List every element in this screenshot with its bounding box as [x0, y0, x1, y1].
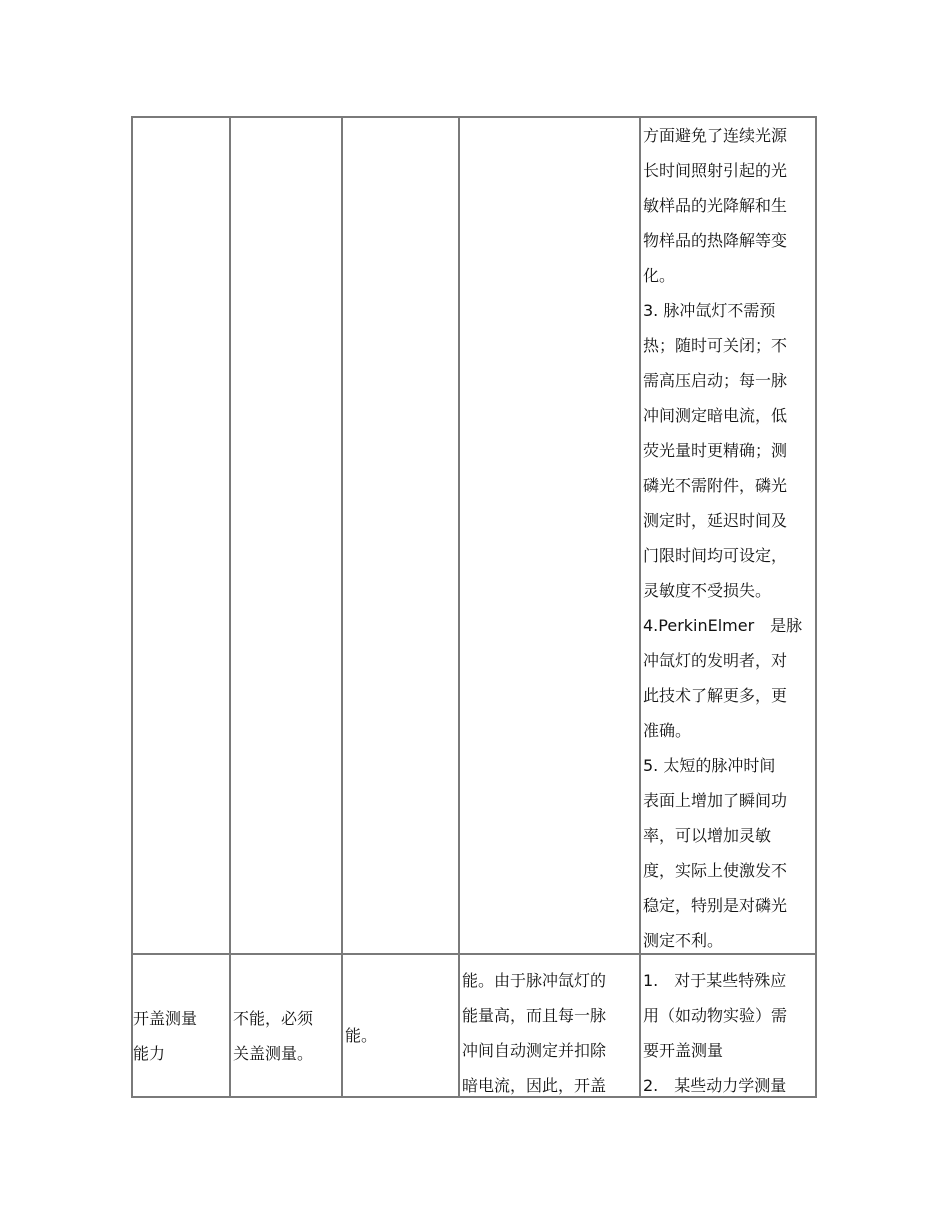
- cell-line: 稳定，特别是对磷光: [643, 896, 788, 915]
- cell-line: 开盖测量: [133, 1009, 198, 1028]
- cell-line: 测定时，延迟时间及: [643, 511, 788, 530]
- cell-line: 敏样品的光降解和生: [643, 196, 788, 215]
- table-cell-row2-col3: [345, 1018, 377, 1053]
- cell-line: 不能，必须: [233, 1009, 314, 1028]
- table-border-left: [131, 116, 133, 1098]
- cell-line: 冲间自动测定并扣除: [462, 1041, 607, 1060]
- cell-line: 表面上增加了瞬间功: [643, 791, 788, 810]
- cell-line: 4.PerkinElmer 是脉: [643, 616, 803, 635]
- comparison-table: [131, 116, 817, 1098]
- cell-line: 用（如动物实验）需: [643, 1006, 788, 1025]
- cell-line: 灵敏度不受损失。: [643, 581, 772, 600]
- cell-line: 2. 某些动力学测量: [643, 1076, 787, 1095]
- table-cell-row1-col5: [643, 118, 802, 958]
- cell-line: 能量高，而且每一脉: [462, 1006, 607, 1025]
- cell-line: 5. 太短的脉冲时间: [643, 756, 776, 775]
- cell-line: 化。: [643, 266, 676, 285]
- cell-line: 关盖测量。: [233, 1044, 314, 1063]
- column-divider: [458, 116, 460, 1098]
- cell-line: 方面避免了连续光源: [643, 126, 788, 145]
- cell-line: 能。由于脉冲氙灯的: [462, 971, 607, 990]
- cell-line: 率，可以增加灵敏: [643, 826, 772, 845]
- cell-line: 冲氙灯的发明者，对: [643, 651, 788, 670]
- table-cell-row2-col1: [133, 1001, 197, 1071]
- cell-line: 测定不利。: [643, 931, 724, 950]
- cell-line: 冲间测定暗电流，低: [643, 406, 788, 425]
- cell-line: 荧光量时更精确；测: [643, 441, 788, 460]
- cell-line: 门限时间均可设定，: [643, 546, 788, 565]
- column-divider: [341, 116, 343, 1098]
- table-cell-row2-col2: [233, 1001, 313, 1071]
- cell-line: 暗电流，因此，开盖: [462, 1076, 607, 1095]
- cell-line: 能。: [345, 1026, 378, 1045]
- cell-line: 准确。: [643, 721, 692, 740]
- cell-line: 物样品的热降解等变: [643, 231, 788, 250]
- table-border-right: [815, 116, 817, 1098]
- cell-line: 能力: [133, 1044, 166, 1063]
- column-divider: [639, 116, 641, 1098]
- cell-line: 此技术了解更多，更: [643, 686, 788, 705]
- table-cell-row2-col4: [462, 963, 606, 1103]
- cell-line: 3. 脉冲氙灯不需预: [643, 301, 776, 320]
- cell-line: 度，实际上使激发不: [643, 861, 788, 880]
- cell-line: 热；随时可关闭；不: [643, 336, 788, 355]
- table-cell-row2-col5: [643, 963, 787, 1103]
- cell-line: 要开盖测量: [643, 1041, 724, 1060]
- column-divider: [229, 116, 231, 1098]
- cell-line: 需高压启动；每一脉: [643, 371, 788, 390]
- cell-line: 磷光不需附件，磷光: [643, 476, 788, 495]
- cell-line: 1. 对于某些特殊应: [643, 971, 787, 990]
- cell-line: 长时间照射引起的光: [643, 161, 788, 180]
